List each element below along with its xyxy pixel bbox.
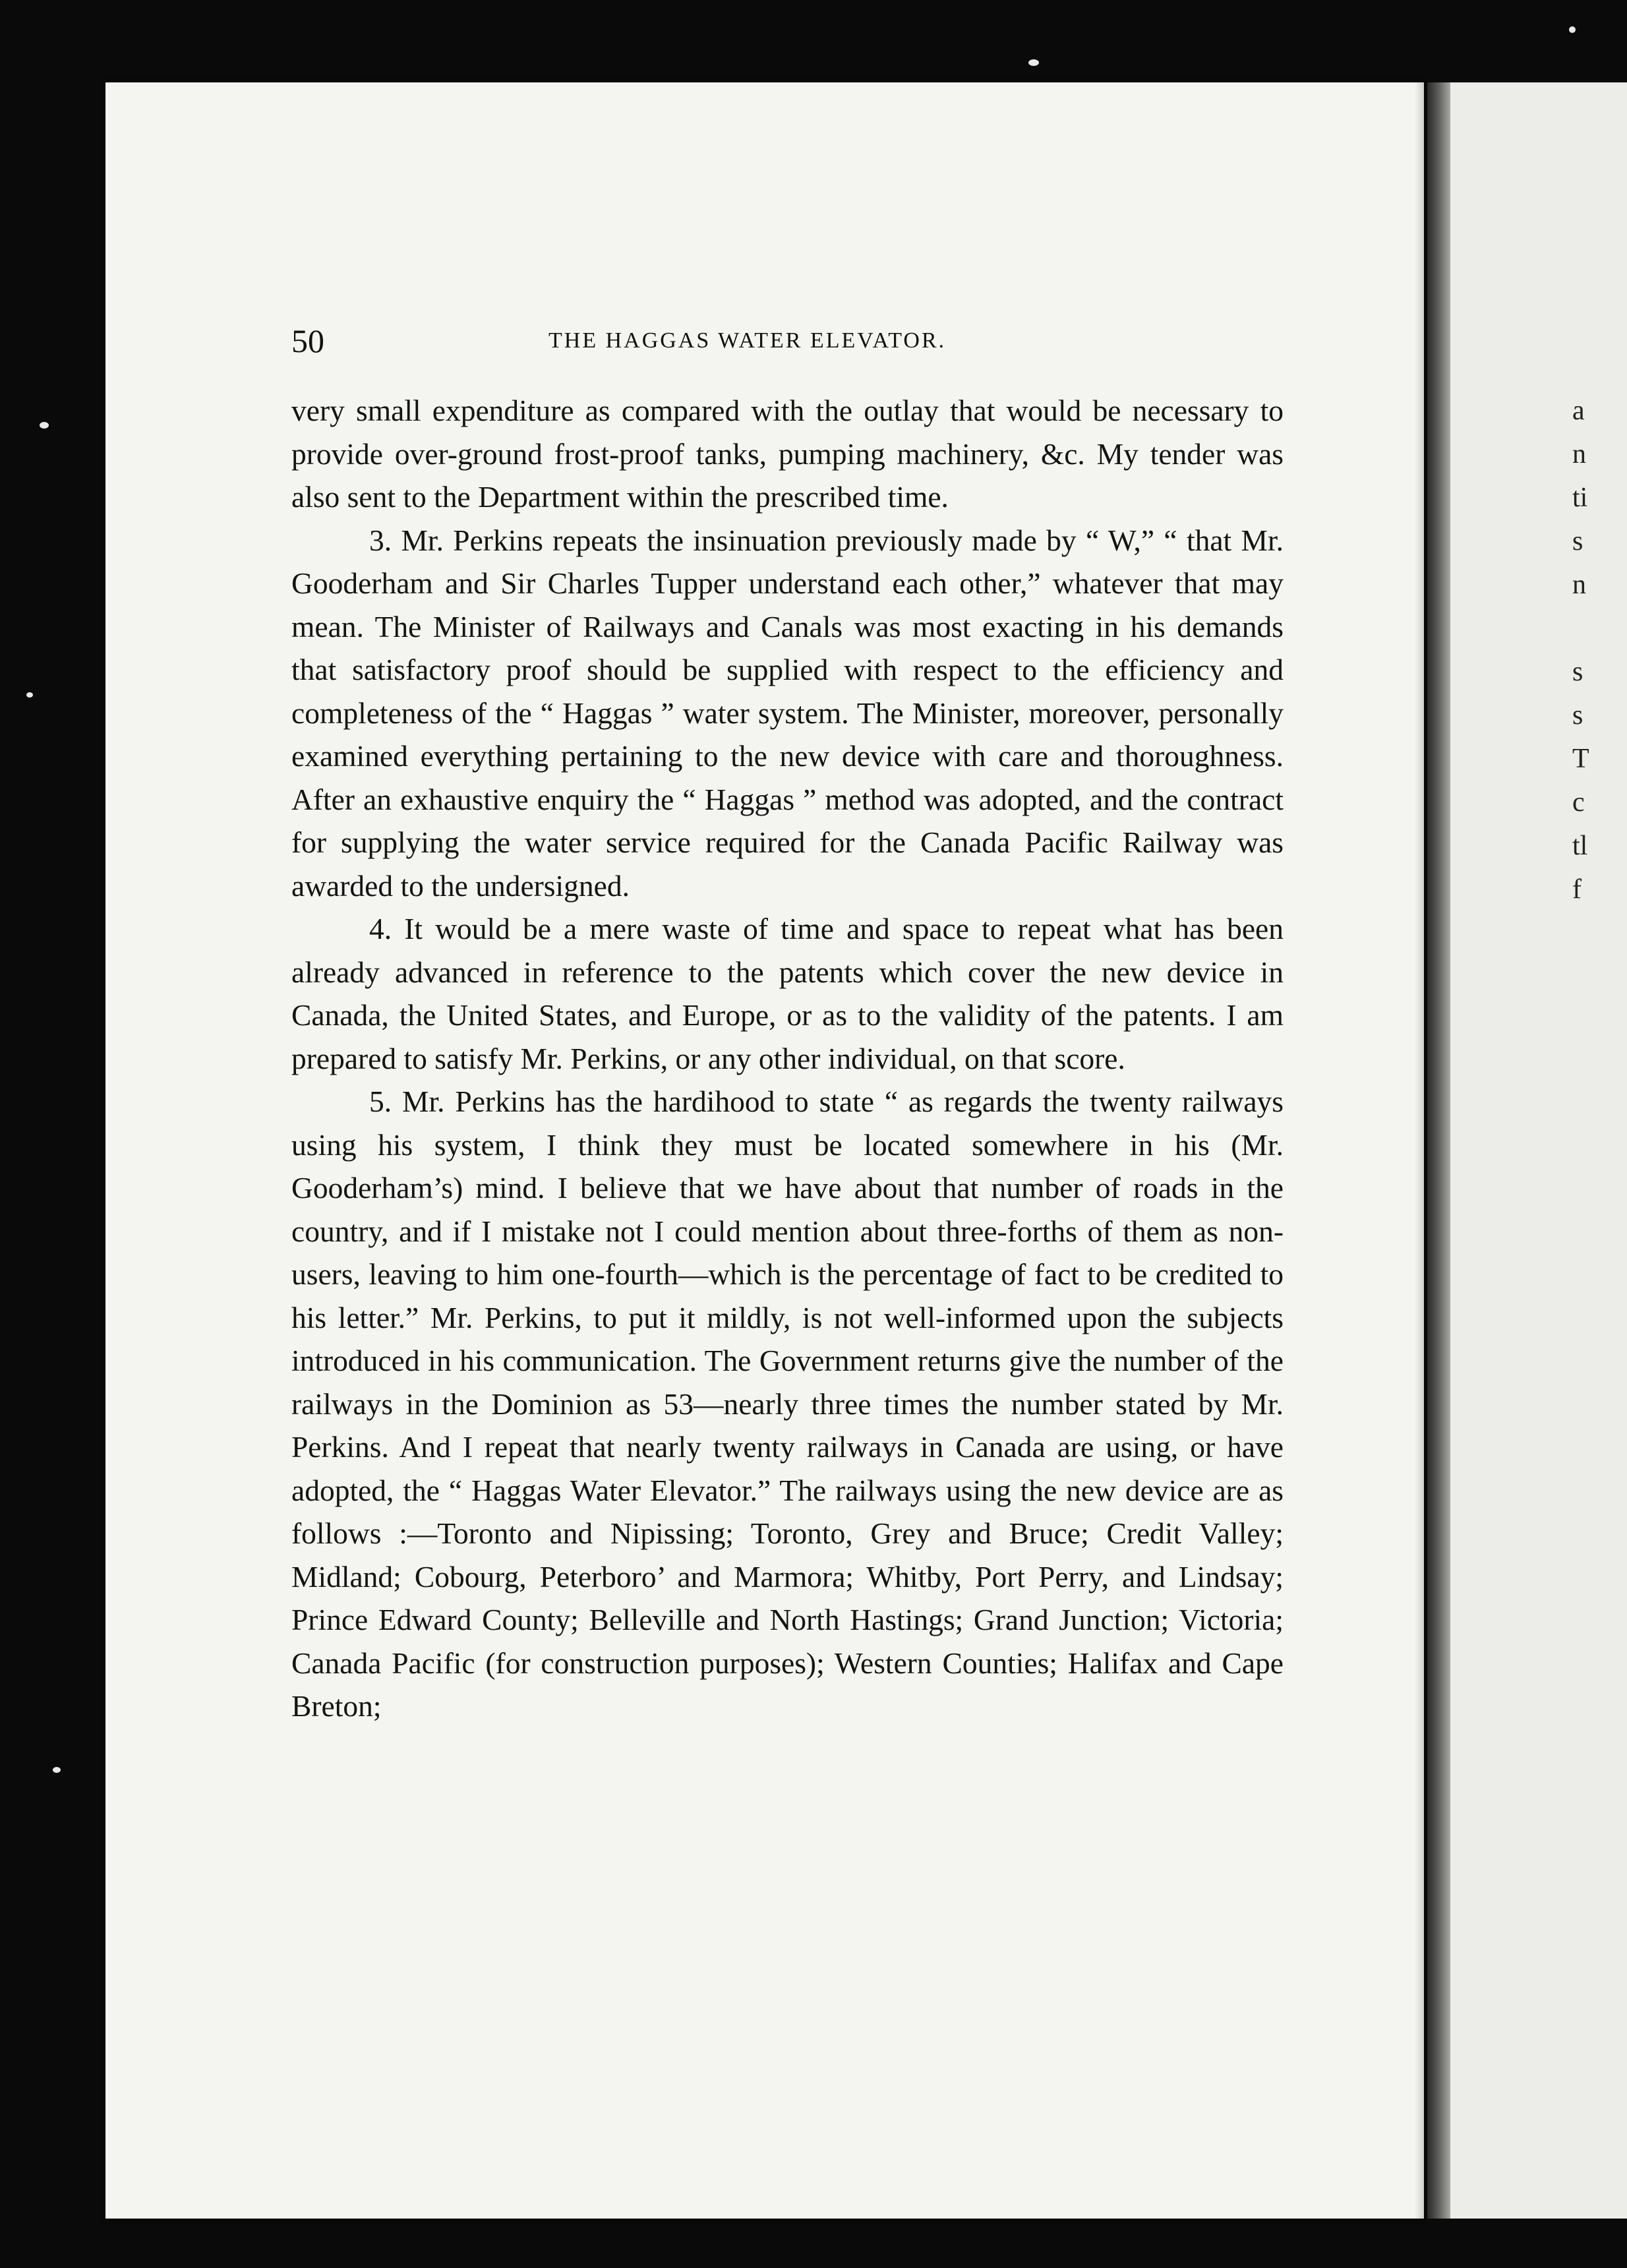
scan-speck [1569, 26, 1576, 33]
fragment: ti [1572, 483, 1588, 513]
book-spine [1427, 82, 1454, 2219]
paragraph-5: 5. Mr. Perkins has the hardihood to state “ as regards the twenty railways using his system, I think they must be located somewhere in his (Mr. Gooderham’s) mind. I believe that we have about that number of roads in the country, and if I mistake not I could mention about three-forths of them as non-users, leaving to him one-fourth—which is the percentage of fact to be credited to his letter.” Mr. Perkins, to put it mildly, is not well-informed upon the subjects introduced in his communication. The Government returns give the number of the railways in the Dominion as 53—nearly three times the number stated by Mr. Perkins. And I repeat that nearly twenty railways in Canada are using, or have adopted, the “ Haggas Water Elevator.” The railways using the new device are as follows :—Toronto and Nipissing; Toronto, Grey and Bruce; Credit Valley; Midland; Cobourg, Peterboro’ and Marmora; Whitby, Port Perry, and Lindsay; Prince Edward County; Belleville and North Hastings; Grand Junction; Victoria; Canada Pacific (for construction purposes); Western Counties; Halifax and Cape Breton; [291, 1085, 1284, 1723]
fragment: s [1572, 700, 1583, 731]
paragraph-3: 3. Mr. Perkins repeats the insinuation previously made by “ W,” “ that Mr. Gooderham and Sir Charles Tupper understand each other,” whatever that may mean. The Minister of Railways and Canals was most exacting in his demands that satisfactory proof should be supplied with respect to the efficiency and completeness of the “ Haggas ” water system. The Minister, moreover, personally examined everything pertaining to the new device with care and thoroughness. After an exhaustive enquiry the “ Haggas ” method was adopted, and the contract for supplying the water service required for the Canada Pacific Railway was awarded to the undersigned. [291, 523, 1284, 903]
fragment: f [1572, 874, 1582, 905]
scan-speck [26, 692, 33, 698]
page-number: 50 [291, 322, 324, 359]
fragment: n [1572, 439, 1586, 469]
paragraph-continuation: very small expenditure as compared with the outlay that would be necessary to provide over-ground frost-proof tanks, pumping machinery, &c. My tender was also sent to the Department within the prescribed time. [291, 394, 1284, 514]
scan-speck [1028, 59, 1039, 66]
page-header [291, 322, 1148, 368]
fragment: a [1572, 396, 1585, 426]
fragment: T [1572, 744, 1589, 774]
scan-speck [53, 1767, 61, 1773]
body-text [291, 389, 1284, 1728]
scan-speck [40, 422, 49, 429]
fragment-gap [1572, 607, 1625, 650]
fragment: c [1572, 787, 1585, 818]
left-page [105, 82, 1424, 2219]
fragment: tl [1572, 831, 1588, 861]
running-head: THE HAGGAS WATER ELEVATOR. [548, 328, 947, 353]
fragment: s [1572, 526, 1583, 556]
fragment: s [1572, 657, 1583, 687]
paragraph-4: 4. It would be a mere waste of time and space to repeat what has been already advanced in reference to the patents which cover the new device in Canada, the United States, and Europe, or as to the validity of the patents. I am prepared to satisfy Mr. Perkins, or any other individual, on that score. [291, 912, 1284, 1075]
fragment: n [1572, 570, 1586, 600]
right-page-fragments [1572, 389, 1625, 911]
